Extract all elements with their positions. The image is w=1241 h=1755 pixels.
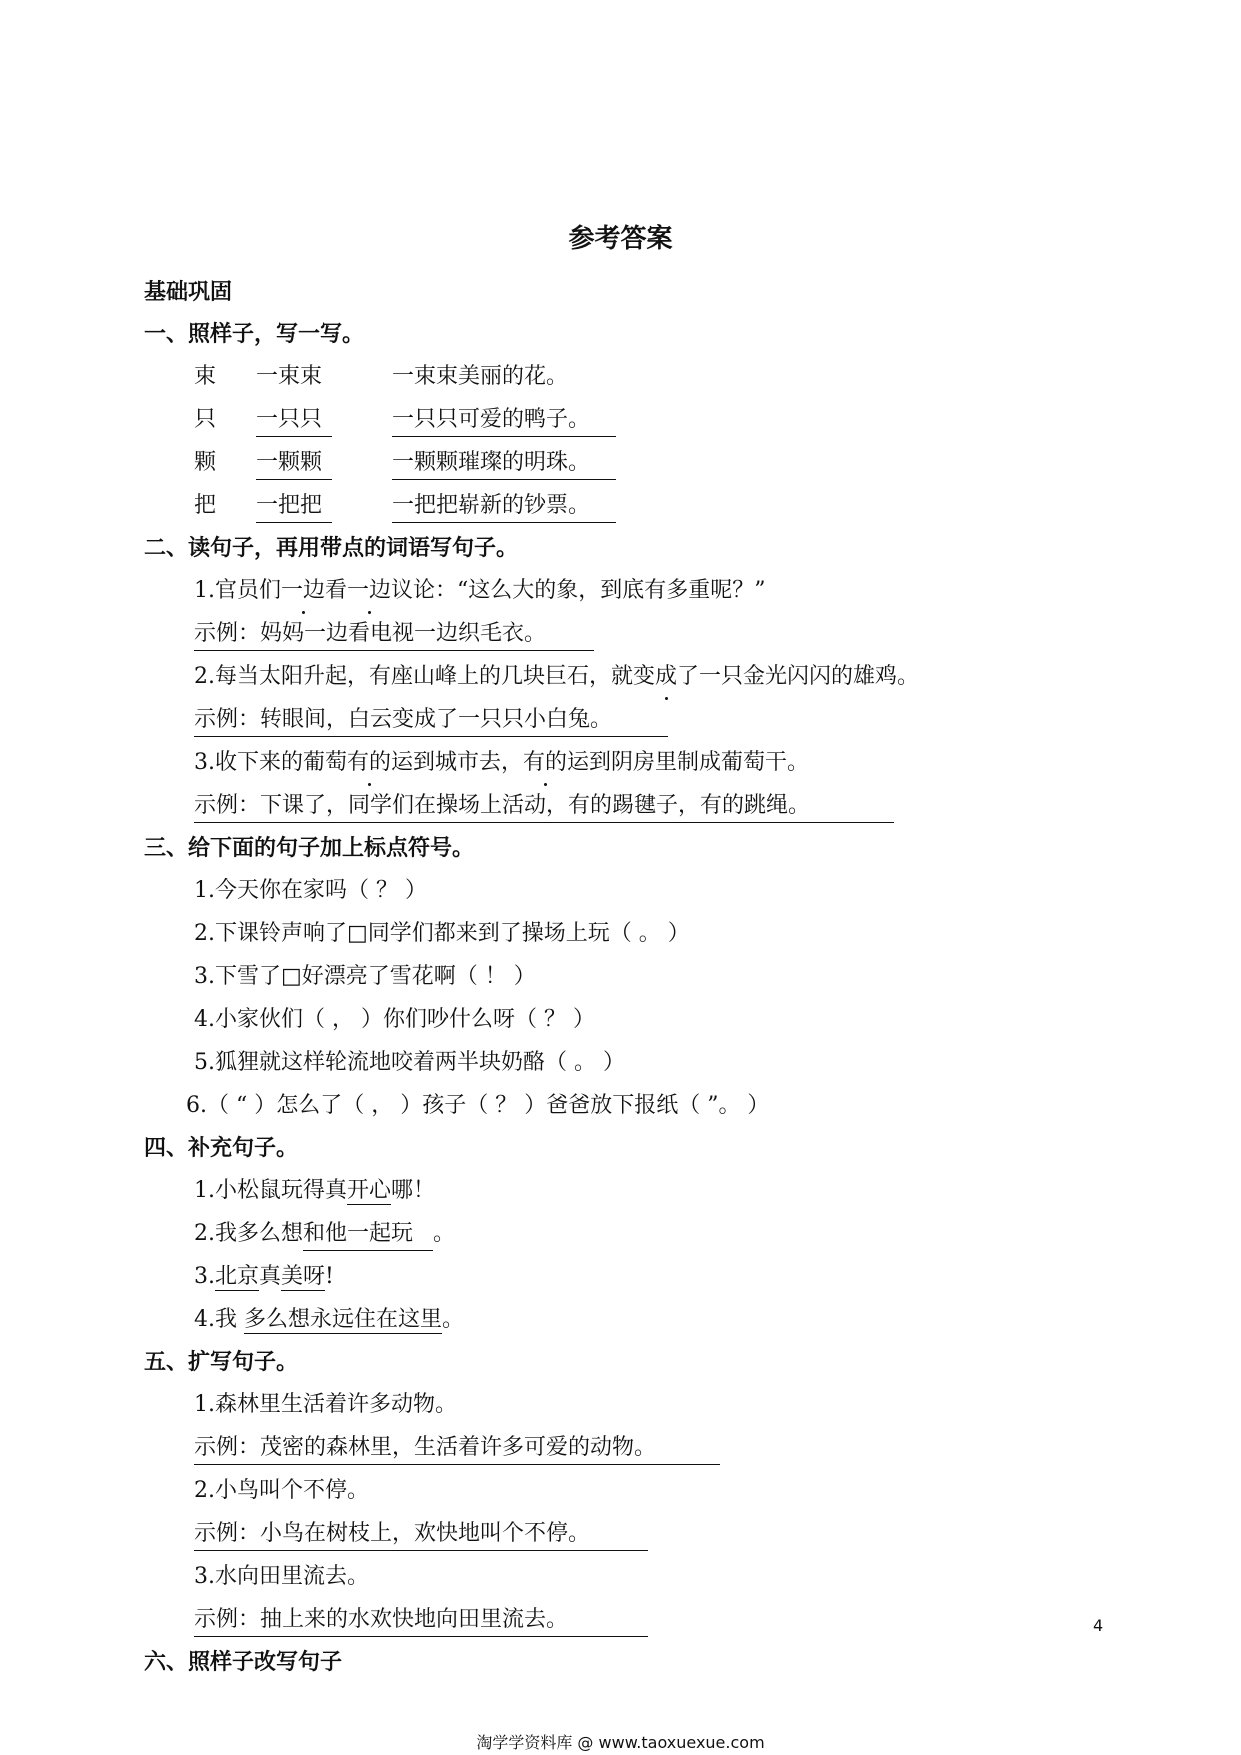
section-4-heading: 四、补充句子。	[144, 1136, 299, 1161]
s3-item-2: 2.下课铃声响了□同学们都来到了操场上玩（ 。 ）	[194, 921, 690, 946]
s1-row3-word: 一颗颗	[256, 448, 332, 480]
section-1-heading: 一、照样子，写一写。	[144, 322, 365, 347]
page-title: 参考答案	[568, 224, 673, 254]
s4-line-4: 4.我 多么想永远住在这里。	[194, 1307, 465, 1332]
s2-question-2: 2.每当太阳升起，有座山峰上的几块巨石，就变成了一只金光闪闪的雄鸡。	[194, 662, 919, 692]
s4-line-3: 3.北京真美呀!	[194, 1264, 334, 1289]
s2-answer-2: 示例：转眼间，白云变成了一只只小白兔。	[194, 705, 668, 737]
s4-fill-1: 开心	[347, 1178, 392, 1203]
s3-item-3: 3.下雪了□好漂亮了雪花啊（ ！ ）	[194, 964, 536, 989]
s4-fill-3b: 美呀	[281, 1264, 326, 1289]
footer-watermark: 淘学学资料库 @ www.taoxuexue.com	[476, 1733, 765, 1752]
s2-question-1: 1.官员们一边看一边议论：“这么大的象，到底有多重呢？”	[194, 576, 766, 606]
s1-row1-word: 一束束	[256, 364, 323, 389]
s2-answer-1: 示例：妈妈一边看电视一边织毛衣。	[194, 619, 594, 651]
s4-fill-4: 多么想永远住在这里	[244, 1307, 443, 1332]
dotted-word: 有的	[347, 748, 391, 778]
page-number: 4	[1093, 1616, 1104, 1635]
s5-question-2: 2.小鸟叫个不停。	[194, 1478, 369, 1503]
s5-answer-3: 示例：抽上来的水欢快地向田里流去。	[194, 1605, 648, 1637]
section-2-heading: 二、读句子，再用带点的词语写句子。	[144, 536, 519, 561]
s1-row1-phrase: 一束束美丽的花。	[392, 364, 569, 389]
s3-item-6: 6.（ “ ）怎么了（ ， ）孩子（ ？ ）爸爸放下报纸（ ”。 ）	[186, 1093, 770, 1118]
dotted-word: 变成了	[633, 662, 699, 692]
section-5-heading: 五、扩写句子。	[144, 1350, 299, 1375]
s3-item-5: 5.狐狸就这样轮流地咬着两半块奶酪（ 。 ）	[194, 1050, 625, 1075]
s1-row1-char: 束	[194, 364, 217, 389]
s4-line-2: 2.我多么想和他一起玩 。	[194, 1219, 455, 1251]
s1-row2-word: 一只只	[256, 405, 332, 437]
s1-row4-phrase: 一把把崭新的钞票。	[392, 491, 616, 523]
s5-question-1: 1.森林里生活着许多动物。	[194, 1392, 457, 1417]
s1-row2-char: 只	[194, 407, 217, 432]
s2-answer-3: 示例：下课了，同学们在操场上活动，有的踢毽子，有的跳绳。	[194, 791, 894, 823]
s4-fill-3a: 北京	[215, 1264, 260, 1289]
s4-fill-2: 和他一起玩	[303, 1219, 433, 1251]
dotted-word: 一边	[347, 576, 391, 606]
section-main-heading: 基础巩固	[144, 280, 233, 305]
s1-row3-char: 颗	[194, 450, 217, 475]
s3-item-1: 1.今天你在家吗（ ？ ）	[194, 878, 427, 903]
s1-row3-phrase: 一颗颗璀璨的明珠。	[392, 448, 616, 480]
s2-question-3: 3.收下来的葡萄有的运到城市去，有的运到阴房里制成葡萄干。	[194, 748, 809, 778]
dotted-word: 有的	[523, 748, 567, 778]
s4-line-1: 1.小松鼠玩得真开心哪！	[194, 1178, 436, 1203]
section-6-heading: 六、照样子改写句子	[144, 1650, 343, 1675]
s3-item-4: 4.小家伙们（ ， ）你们吵什么呀（ ？ ）	[194, 1007, 595, 1032]
section-3-heading: 三、给下面的句子加上标点符号。	[144, 836, 475, 861]
s1-row4-char: 把	[194, 493, 217, 518]
s5-answer-2: 示例：小鸟在树枝上，欢快地叫个不停。	[194, 1519, 648, 1551]
s5-answer-1: 示例：茂密的森林里，生活着许多可爱的动物。	[194, 1433, 720, 1465]
s1-row4-word: 一把把	[256, 491, 332, 523]
s1-row2-phrase: 一只只可爱的鸭子。	[392, 405, 616, 437]
s5-question-3: 3.水向田里流去。	[194, 1564, 369, 1589]
dotted-word: 一边	[281, 576, 325, 606]
